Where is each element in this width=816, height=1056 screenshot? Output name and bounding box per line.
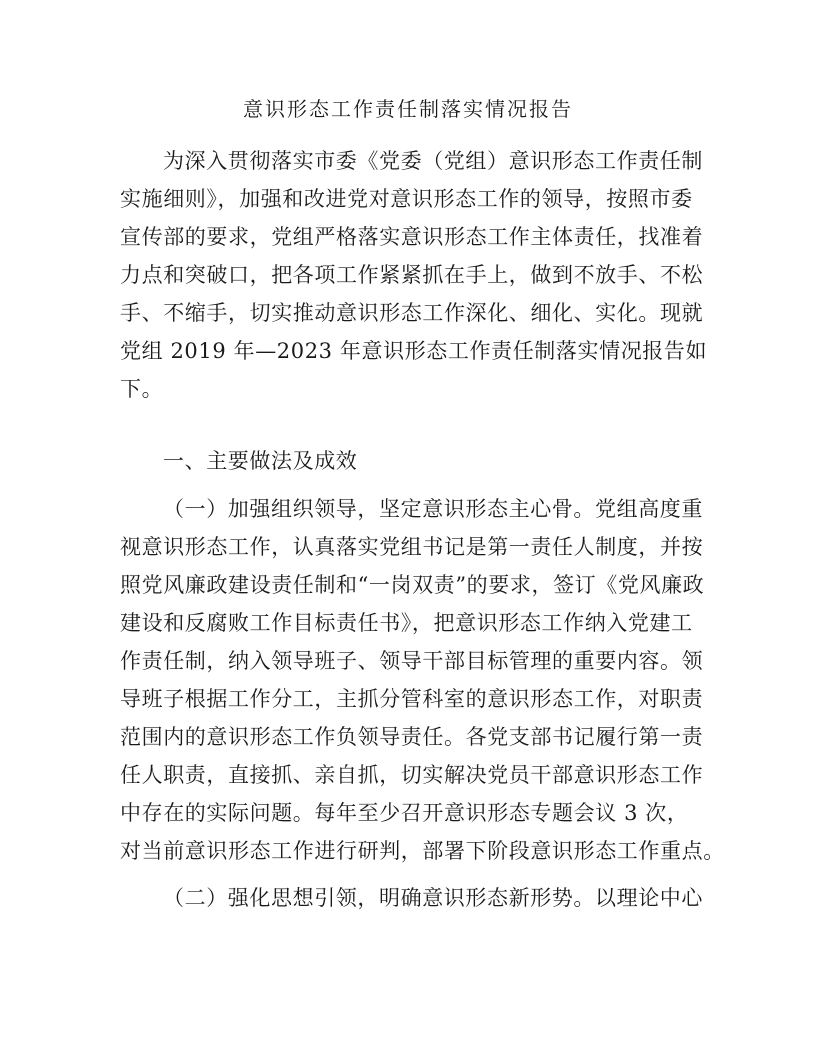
intro-line: 力点和突破口，把各项工作紧紧抓在手上，做到不放手、不松 [120, 263, 704, 287]
intro-line: 下。 [120, 377, 164, 401]
subsection1-line: 照党风廉政建设责任制和“一岗双责”的要求，签订《党风廉政 [120, 573, 705, 597]
intro-line: 宣传部的要求，党组严格落实意识形态工作主体责任，找准着 [120, 225, 704, 249]
intro-line: 为深入贯彻落实市委《党委（党组）意识形态工作责任制 [163, 149, 703, 173]
subsection1-line: （一）加强组织领导，坚定意识形态主心骨。党组高度重 [163, 497, 703, 521]
subsection1-line: 范围内的意识形态工作负领导责任。各党支部书记履行第一责 [120, 725, 704, 749]
intro-line: 手、不缩手，切实推动意识形态工作深化、细化、实化。现就 [120, 301, 704, 325]
subsection1-line: 任人职责，直接抓、亲自抓，切实解决党员干部意识形态工作 [120, 763, 704, 787]
section-heading: 一、主要做法及成效 [163, 449, 358, 473]
subsection2-line: （二）强化思想引领，明确意识形态新形势。以理论中心 [163, 886, 703, 910]
subsection1-line: 建设和反腐败工作目标责任书》，把意识形态工作纳入党建工 [120, 611, 693, 635]
intro-line: 实施细则》，加强和改进党对意识形态工作的领导，按照市委 [120, 187, 693, 211]
subsection1-line: 中存在的实际问题。每年至少召开意识形态专题会议 3 次， [120, 801, 689, 825]
subsection1-line: 视意识形态工作，认真落实党组书记是第一责任人制度，并按 [120, 535, 704, 559]
subsection1-line: 导班子根据工作分工，主抓分管科室的意识形态工作，对职责 [120, 687, 704, 711]
subsection1-line: 对当前意识形态工作进行研判，部署下阶段意识形态工作重点。 [120, 839, 725, 863]
intro-line: 党组 2019 年—2023 年意识形态工作责任制落实情况报告如 [120, 339, 708, 363]
subsection1-line: 作责任制，纳入领导班子、领导干部目标管理的重要内容。领 [120, 649, 704, 673]
document-title: 意识形态工作责任制落实情况报告 [243, 97, 573, 121]
